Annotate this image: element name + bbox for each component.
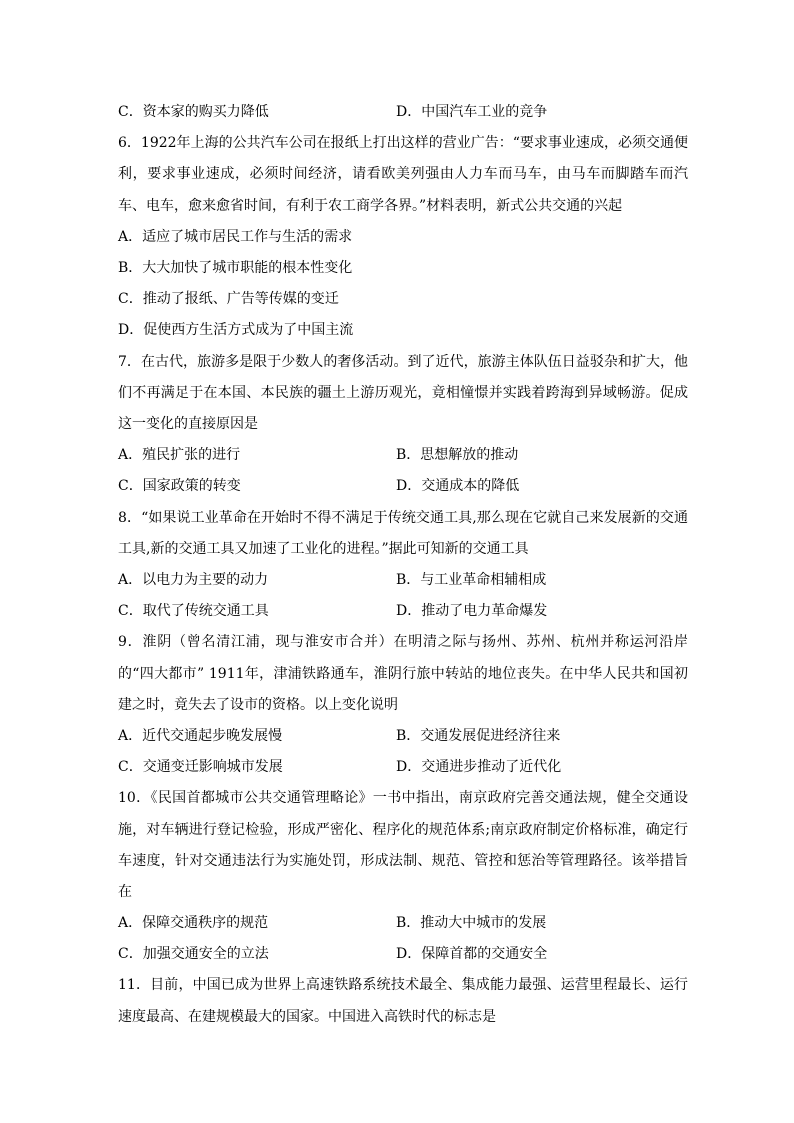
q7-option-d[interactable]: D．交通成本的降低 [396,478,520,495]
q6-option-d[interactable]: D．促使西方生活方式成为了中国主流 [118,322,354,339]
q11-stem: 11．目前，中国已成为世界上高速铁路系统技术最全、集成能力最强、运营里程最长、运行速度最高、在建规模最大的国家。中国进入高铁时代的标志是 [118,977,688,1025]
q8-option-b[interactable]: B．与工业革命相辅相成 [396,571,547,588]
q8-options-row-ab [118,565,688,596]
exam-page [118,97,688,1033]
q5-option-d[interactable]: D．中国汽车工业的竞争 [396,104,548,120]
q8-option-d[interactable]: D．推动了电力革命爆发 [396,603,548,620]
q9-option-b[interactable]: B．交通发展促进经济往来 [396,727,561,744]
q9-option-d[interactable]: D．交通进步推动了近代化 [396,759,562,776]
q6-stem: 6．1922年上海的公共汽车公司在报纸上打出这样的营业广告：“要求事业速成，必须交通便利，要求事业速成，必须时间经济，请看欧美列强由人力车而马车，由马车而脚踏车而汽车、电车，愈来愈省时间，有利于农工商学各界。”材料表明，新式公共交通的兴起 [118,135,688,214]
q9-options-row-cd [118,752,688,783]
q10-options-row-ab [118,908,688,939]
q7-option-b[interactable]: B．思想解放的推动 [396,447,519,464]
q10-stem: 10．《民国首都城市公共交通管理略论》一书中指出，南京政府完善交通法规，健全交通设施，对车辆进行登记检验，形成严密化、程序化的规范体系;南京政府制定价格标准，确定行车速度，针对交通违法行为实施处罚，形成法制、规范、管控和惩治等管理路径。该举措旨在 [118,790,688,900]
q8-stem: 8．“如果说工业革命在开始时不得不满足于传统交通工具,那么现在它就自己来发展新的交通工具,新的交通工具又加速了工业化的进程。”据此可知新的交通工具 [118,509,688,557]
q10-option-c[interactable]: C．加强交通安全的立法 [118,946,269,963]
q7-option-a[interactable]: A．殖民扩张的进行 [118,447,241,464]
q9-options-row-ab [118,721,688,752]
q8-options-row-cd [118,596,688,627]
q7-options-row-cd [118,471,688,502]
q7-options-row-ab [118,440,688,471]
q8-option-c[interactable]: C．取代了传统交通工具 [118,603,269,620]
q9-stem: 9．淮阴（曾名清江浦，现与淮安市合并）在明清之际与扬州、苏州、杭州并称运河沿岸的“四大都市” 1911年，津浦铁路通车，淮阴行旅中转站的地位丧失。在中华人民共和国初建之时，竟失去了设市的资格。以上变化说明 [118,634,688,713]
q9-option-a[interactable]: A．近代交通起步晚发展慢 [118,727,283,744]
q8-option-a[interactable]: A．以电力为主要的动力 [118,571,269,588]
q6-option-b[interactable]: B．大大加快了城市职能的根本性变化 [118,259,353,276]
q10-options-row-cd [118,939,688,970]
q10-option-a[interactable]: A．保障交通秩序的规范 [118,915,269,932]
q6-option-c[interactable]: C．推动了报纸、广告等传媒的变迁 [118,291,339,308]
q7-option-c[interactable]: C．国家政策的转变 [118,478,241,495]
q5-options-row-cd [118,97,688,128]
q10-option-d[interactable]: D．保障首都的交通安全 [396,946,548,963]
q7-stem: 7．在古代，旅游多是限于少数人的奢侈活动。到了近代，旅游主体队伍日益驳杂和扩大，他们不再满足于在本国、本民族的疆土上游历观光，竟相憧憬并实践着跨海到异域畅游。促成这一变化的直接原因是 [118,353,688,432]
q10-option-b[interactable]: B．推动大中城市的发展 [396,915,547,932]
q6-option-a[interactable]: A．适应了城市居民工作与生活的需求 [118,228,353,245]
q9-option-c[interactable]: C．交通变迁影响城市发展 [118,759,283,776]
q5-option-c[interactable]: C．资本家的购买力降低 [118,104,269,120]
